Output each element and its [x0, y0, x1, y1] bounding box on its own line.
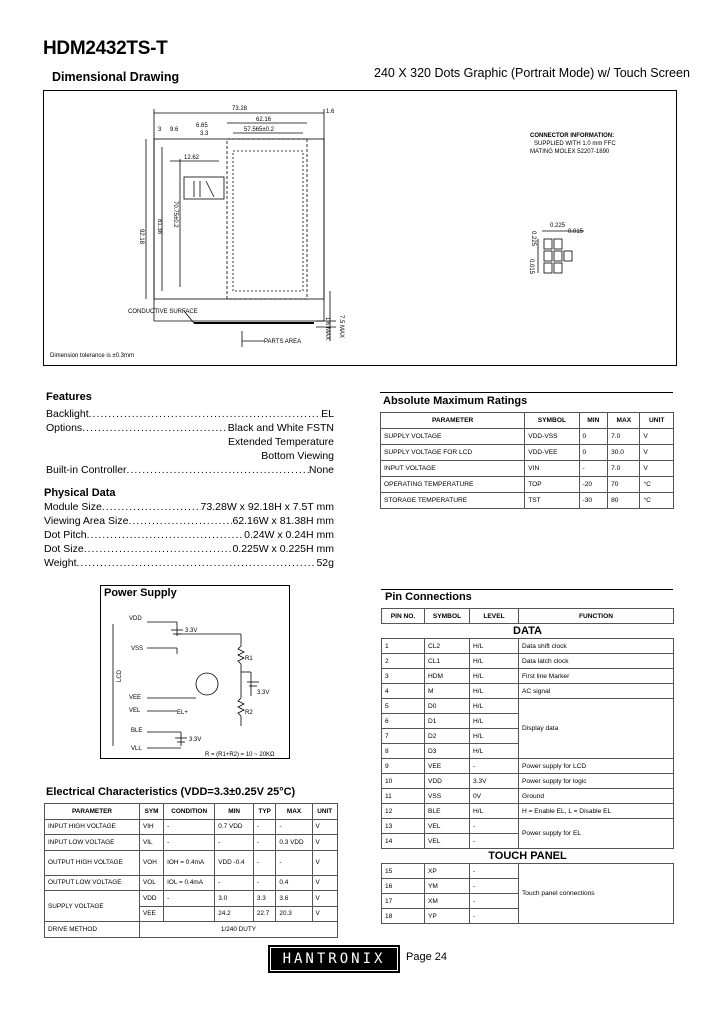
col-parameter: PARAMETER [45, 804, 140, 820]
table-row: 17 XM - [382, 894, 674, 909]
amr-table [380, 412, 674, 509]
label-lcd: LCD [117, 669, 123, 682]
table-row: 15 XP - Touch panel connections [382, 864, 674, 879]
col-min: MIN [579, 413, 608, 429]
table-row: OUTPUT LOW VOLTAGE VOL IOL = 0.4mA - - 0.4 V [45, 875, 338, 891]
col-level: LEVEL [470, 609, 519, 624]
tolerance-note: Dimension tolerance is ±0.3mm [50, 353, 134, 359]
table-row: 6 D1 H/L [382, 714, 674, 729]
table-row: 4 M H/L AC signal [382, 684, 674, 699]
conductive-label: CONDUCTIVE SURFACE [128, 309, 198, 315]
document-title: HDM2432TS-T [43, 38, 168, 59]
page-number: Page 24 [406, 951, 447, 963]
power-schematic [101, 586, 291, 760]
dim-view-height: 81.38 [156, 219, 162, 235]
feature-row: Backlight ..... EL [46, 407, 334, 421]
table-row: 2 CL1 H/L Data latch clock [382, 654, 674, 669]
dim-offset-b: 3.3 [200, 131, 209, 137]
col-symbol: SYMBOL [425, 609, 470, 624]
table-row: 1 CL2 H/L Data shift clock [382, 639, 674, 654]
col-symbol: SYMBOL [525, 413, 579, 429]
connector-line1: SUPPLIED WITH 1.0 mm FFC [534, 141, 616, 147]
table-row: SUPPLY VOLTAGE FOR LCD VDD-VEE 0 30.0 V [381, 445, 674, 461]
col-pin-no: PIN NO. [382, 609, 425, 624]
table-row: 5 D0 H/L Display data [382, 699, 674, 714]
table-row: STORAGE TEMPERATURE TST -30 80 °C [381, 493, 674, 509]
feature-row: Built-in Controller ..... None [46, 463, 334, 477]
label-vss: VSS [131, 646, 144, 652]
physical-row: Viewing Area Size ..... 62.16W x 81.38H mm [44, 514, 334, 528]
dim-active-width: 57.565±0.2 [244, 127, 274, 133]
features-heading: Features [46, 391, 92, 403]
label-vdd: VDD [129, 616, 142, 622]
feature-row: Bottom Viewing [261, 450, 334, 462]
amr-heading: Absolute Maximum Ratings [383, 395, 528, 407]
physical-row: Weight ..... 52g [44, 556, 334, 570]
dim-offset-c: 3 [158, 127, 162, 133]
table-row: OPERATING TEMPERATURE TOP -20 70 °C [381, 477, 674, 493]
power-supply-box [100, 585, 290, 759]
pad-dim-c: 0.015 [568, 229, 584, 235]
dimensional-drawing [43, 90, 677, 366]
col-unit: UNIT [640, 413, 674, 429]
label-ble: BLE [131, 728, 143, 734]
col-parameter: PARAMETER [381, 413, 525, 429]
table-row: 12 BLE H/L H = Enable EL, L = Disable EL [382, 804, 674, 819]
parts-area-label: PARTS AREA [264, 339, 302, 345]
electrical-table [44, 803, 338, 938]
label-3v3-b: 3.3V [257, 690, 270, 696]
table-row: 14 VEL - [382, 834, 674, 849]
label-3v3-c: 3.3V [189, 737, 202, 743]
label-r1: R1 [245, 656, 253, 662]
power-heading: Power Supply [104, 587, 177, 599]
dim-active-height: 70.75±0.2 [172, 201, 178, 228]
col-unit: UNIT [312, 804, 337, 820]
table-row: INPUT LOW VOLTAGE VIL - - - 0.3 VDD V [45, 835, 338, 851]
label-el-plus: EL+ [177, 710, 188, 716]
module-outline [154, 139, 324, 299]
col-function: FUNCTION [519, 609, 674, 624]
table-row: 7 D2 H/L [382, 729, 674, 744]
physical-row: Dot Size ..... 0.225W x 0.225H mm [44, 542, 334, 556]
table-row: 8 D3 H/L [382, 744, 674, 759]
label-vll: VLL [131, 746, 142, 752]
label-3v3-a: 3.3V [185, 628, 198, 634]
dim-view-width: 62.16 [256, 117, 272, 123]
table-row: OUTPUT HIGH VOLTAGE VOH IOH = 0.4mA VDD -0.4 - - V [45, 850, 338, 875]
table-row: DRIVE METHOD 1/240 DUTY [45, 922, 338, 938]
col-sym: SYM [139, 804, 163, 820]
feature-row: Extended Temperature [227, 436, 334, 448]
dim-offset-a: 6.65 [196, 123, 208, 129]
physical-list [44, 500, 334, 570]
drawing-subtitle: Dimensional Drawing [52, 70, 180, 84]
dim-connector: 12.62 [184, 155, 200, 161]
label-vee: VEE [129, 695, 142, 701]
table-row: 10 VDD 3.3V Power supply for logic [382, 774, 674, 789]
viewing-area-outline [227, 139, 307, 299]
table-row: 13 VEL - Power supply for EL [382, 819, 674, 834]
col-typ: TYP [253, 804, 276, 820]
dim-thickness-a: 1.6 MAX [324, 317, 330, 341]
elec-heading: Electrical Characteristics (VDD=3.3±0.25V 25°C) [46, 786, 296, 798]
table-row: INPUT HIGH VOLTAGE VIH - 0.7 VDD - - V [45, 819, 338, 835]
col-min: MIN [215, 804, 254, 820]
dim-height: 92.18 [138, 229, 144, 245]
physical-row: Module Size ..... 73.28W x 92.18H x 7.5T mm [44, 500, 334, 514]
table-row: 9 VEE - Power supply for LCD [382, 759, 674, 774]
physical-row: Dot Pitch ..... 0.24W x 0.24H mm [44, 528, 334, 542]
dim-width: 73.28 [232, 106, 248, 112]
group-touch: TOUCH PANEL [382, 849, 674, 864]
col-max: MAX [276, 804, 312, 820]
pin-header-line [381, 589, 673, 590]
pad-dim-d: 0.015 [528, 259, 534, 275]
table-row: 11 VSS 0V Ground [382, 789, 674, 804]
table-row: INPUT VOLTAGE VIN - 7.0 V [381, 461, 674, 477]
label-vel: VEL [129, 708, 141, 714]
label-r2: R2 [245, 710, 253, 716]
pin-heading: Pin Connections [385, 591, 472, 603]
power-formula: R = (R1+R2) = 10 ~ 20KΩ [205, 752, 275, 758]
feature-row: Options ..... Black and White FSTN [46, 421, 334, 435]
pad-dim-a: 0.225 [550, 223, 566, 229]
physical-heading: Physical Data [44, 487, 116, 499]
hantronix-logo: HANTRONIX [268, 945, 400, 973]
dim-edge: 1.6 [326, 109, 335, 115]
pad-dim-b: 0.225 [530, 231, 536, 247]
table-row: SUPPLY VOLTAGE VDD - 3.0 3.3 3.6 V [45, 891, 338, 907]
drawing-svg [44, 91, 678, 367]
dim-offset-d: 9.6 [170, 127, 179, 133]
table-row: 3 HDM H/L First line Marker [382, 669, 674, 684]
features-list [46, 407, 334, 477]
connector-title: CONNECTOR INFORMATION: [530, 133, 615, 139]
col-condition: CONDITION [164, 804, 215, 820]
col-max: MAX [608, 413, 640, 429]
table-row: 16 YM - [382, 879, 674, 894]
connector-line2: MATING MOLEX 52207-1890 [530, 149, 610, 155]
table-row: VEE 24.2 22.7 20.3 V [45, 906, 338, 922]
product-tagline: 240 X 320 Dots Graphic (Portrait Mode) w/ Touch Screen [374, 66, 690, 80]
dim-thickness-b: 7.5 MAX [338, 315, 344, 339]
table-row: SUPPLY VOLTAGE VDD-VSS 0 7.0 V [381, 429, 674, 445]
group-data: DATA [382, 624, 674, 639]
pin-table [381, 608, 674, 924]
table-row: 18 YP - [382, 909, 674, 924]
